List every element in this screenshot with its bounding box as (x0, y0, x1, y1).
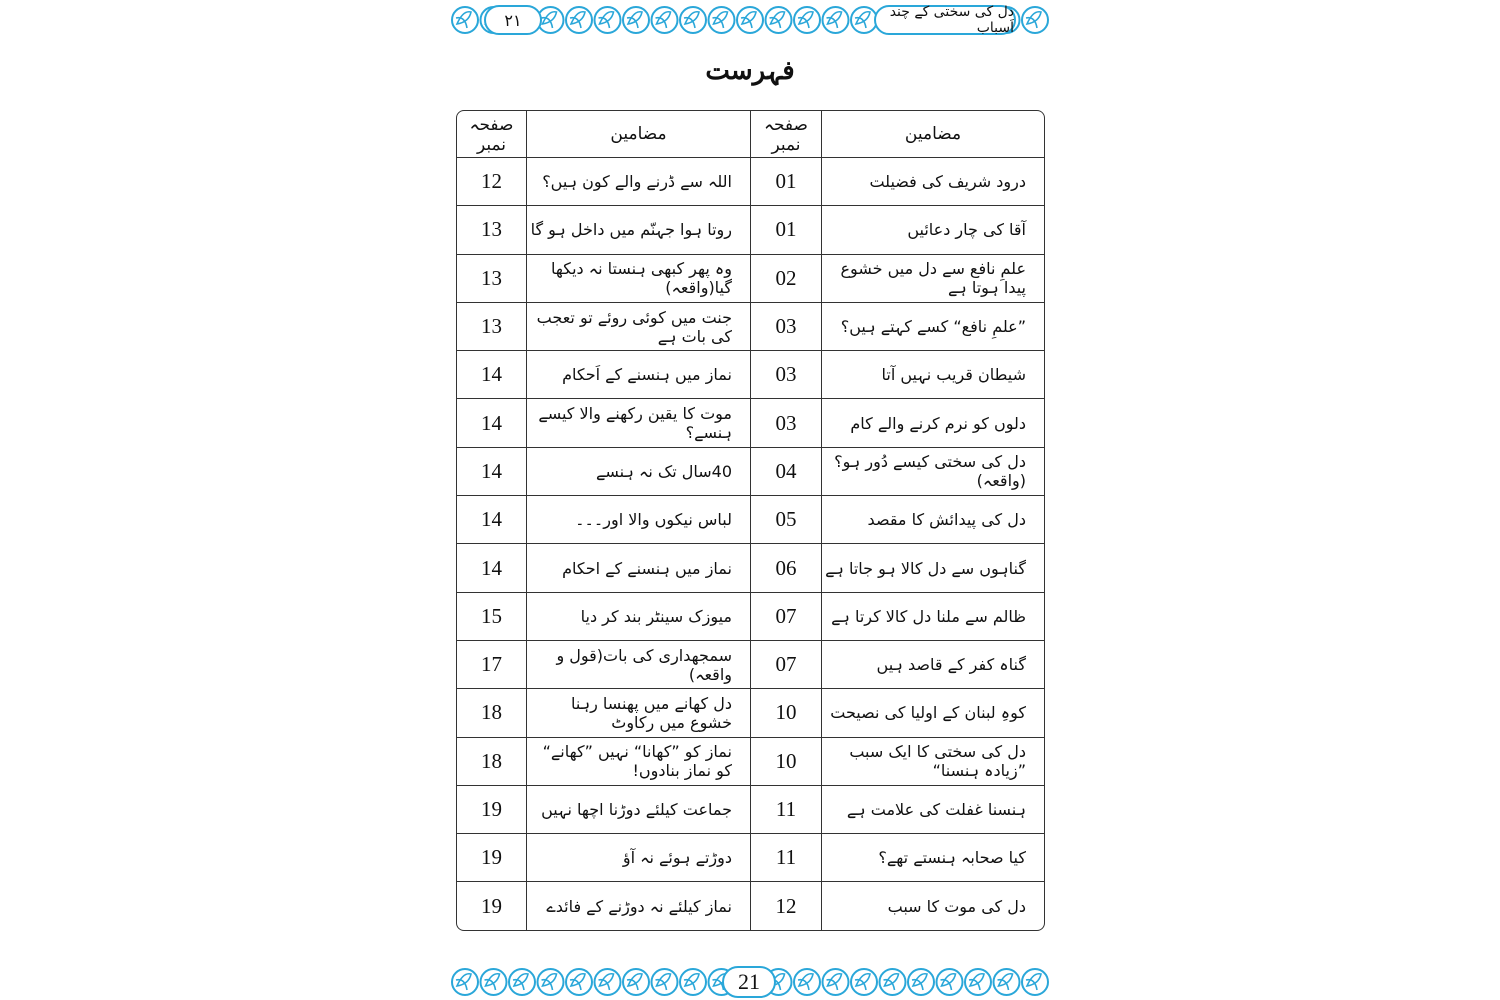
topic-cell[interactable]: لباس نیکوں والا اور۔۔۔ (527, 496, 751, 544)
page-cell[interactable]: 17 (456, 641, 527, 689)
page-cell[interactable]: 14 (456, 351, 527, 399)
leaf-circle-icon (452, 7, 478, 33)
page-cell[interactable]: 13 (456, 255, 527, 303)
topic-cell[interactable]: موت کا یقین رکھنے والا کیسے ہنسے؟ (527, 399, 751, 447)
topic-cell[interactable]: دلوں کو نرم کرنے والے کام (822, 399, 1045, 447)
chapter-title: دل کی سختی کے چند اَسباب (889, 4, 1014, 36)
leaf-circle-icon (823, 969, 849, 995)
page-cell[interactable]: 14 (456, 496, 527, 544)
topic-cell[interactable]: دل کی سختی کیسے دُور ہو؟(واقعہ) (822, 448, 1045, 496)
topic-cell[interactable]: اللہ سے ڈرنے والے کون ہیں؟ (527, 158, 751, 206)
leaf-circle-icon (680, 7, 706, 33)
page-cell[interactable]: 12 (456, 158, 527, 206)
footer-page-number: 21 (738, 969, 760, 994)
page-cell[interactable]: 03 (751, 303, 822, 351)
topic-cell[interactable]: درود شریف کی فضیلت (822, 158, 1045, 206)
header-page-number: ۲۱ (504, 10, 522, 30)
page-cell[interactable]: 07 (751, 593, 822, 641)
table-row (456, 448, 1045, 496)
topic-cell[interactable]: نماز میں ہنسنے کے اَحکام (527, 351, 751, 399)
page-cell[interactable]: 18 (456, 738, 527, 786)
topic-cell[interactable]: جماعت کیلئے دوڑنا اچھا نہیں (527, 786, 751, 834)
leaf-circle-icon (538, 969, 564, 995)
topic-cell[interactable]: ”علمِ نافع“ کسے کہتے ہیں؟ (822, 303, 1045, 351)
page-cell[interactable]: 05 (751, 496, 822, 544)
page-cell[interactable]: 12 (751, 882, 822, 930)
table-row (456, 834, 1045, 882)
leaf-circle-icon (823, 7, 849, 33)
leaf-circle-icon (994, 969, 1020, 995)
contents-table (456, 110, 1045, 931)
table-row (456, 255, 1045, 303)
leaf-circle-icon (965, 969, 991, 995)
leaf-circle-icon (652, 7, 678, 33)
page-cell[interactable]: 11 (751, 786, 822, 834)
page-cell[interactable]: 15 (456, 593, 527, 641)
table-row (456, 593, 1045, 641)
table-row (456, 641, 1045, 689)
leaf-circle-icon (851, 969, 877, 995)
topic-cell[interactable]: سمجھداری کی بات(قول و واقعہ) (527, 641, 751, 689)
leaf-circle-icon (623, 7, 649, 33)
topic-cell[interactable]: دل کی سختی کا ایک سبب ”زیادہ ہنسنا“ (822, 738, 1045, 786)
leaf-circle-icon (1022, 7, 1048, 33)
page-cell[interactable]: 03 (751, 351, 822, 399)
topic-cell[interactable]: دل کی پیدائش کا مقصد (822, 496, 1045, 544)
table-row (456, 351, 1045, 399)
leaf-circle-icon (794, 7, 820, 33)
topic-cell[interactable]: علمِ نافع سے دل میں خشوع پیدا ہوتا ہے (822, 255, 1045, 303)
topic-cell[interactable]: آقا کی چار دعائیں (822, 206, 1045, 254)
page-cell[interactable]: 03 (751, 399, 822, 447)
topic-cell[interactable]: ظالم سے ملنا دل کالا کرتا ہے (822, 593, 1045, 641)
topic-cell[interactable]: نماز میں ہنسنے کے احکام (527, 544, 751, 592)
topic-cell[interactable]: روتا ہوا جہنّم میں داخل ہو گا (527, 206, 751, 254)
topic-cell[interactable]: 40سال تک نہ ہنسے (527, 448, 751, 496)
topic-cell[interactable]: گناہ کفر کے قاصد ہیں (822, 641, 1045, 689)
table-row (456, 544, 1045, 592)
leaf-circle-icon (794, 969, 820, 995)
column-header-page: صفحہ نمبر (751, 110, 822, 158)
page-cell[interactable]: 01 (751, 206, 822, 254)
page-cell[interactable]: 04 (751, 448, 822, 496)
page-cell[interactable]: 14 (456, 448, 527, 496)
page-cell[interactable]: 14 (456, 544, 527, 592)
topic-cell[interactable]: ہنسنا غفلت کی علامت ہے (822, 786, 1045, 834)
leaf-circle-icon (766, 7, 792, 33)
topic-cell[interactable]: میوزک سینٹر بند کر دیا (527, 593, 751, 641)
leaf-circle-icon (908, 969, 934, 995)
table-row (456, 882, 1045, 930)
leaf-circle-icon (709, 7, 735, 33)
leaf-circle-icon (595, 969, 621, 995)
leaf-circle-icon (566, 7, 592, 33)
topic-cell[interactable]: گناہوں سے دل کالا ہو جاتا ہے (822, 544, 1045, 592)
leaf-circle-icon (623, 969, 649, 995)
page-cell[interactable]: 11 (751, 834, 822, 882)
leaf-circle-icon (737, 7, 763, 33)
page-cell[interactable]: 19 (456, 834, 527, 882)
page-cell[interactable]: 13 (456, 206, 527, 254)
topic-cell[interactable]: دوڑتے ہوئے نہ آؤ (527, 834, 751, 882)
table-row (456, 303, 1045, 351)
page-cell[interactable]: 18 (456, 689, 527, 737)
page-cell[interactable]: 06 (751, 544, 822, 592)
footer-ornament-band (450, 964, 1050, 1000)
column-header-page: صفحہ نمبر (456, 110, 527, 158)
page-cell[interactable]: 14 (456, 399, 527, 447)
column-header-topics: مضامین (527, 110, 751, 158)
leaf-circle-icon (680, 969, 706, 995)
topic-cell[interactable]: نماز کیلئے نہ دوڑنے کے فائدے (527, 882, 751, 930)
page-cell[interactable]: 10 (751, 689, 822, 737)
table-row (456, 689, 1045, 737)
table-row (456, 738, 1045, 786)
leaf-circle-icon (595, 7, 621, 33)
page-cell[interactable]: 07 (751, 641, 822, 689)
topic-cell[interactable]: کوہِ لبنان کے اولیا کی نصیحت (822, 689, 1045, 737)
leaf-circle-icon (452, 969, 478, 995)
page-title: فہرست (705, 56, 795, 86)
topic-cell[interactable]: دل کی موت کا سبب (822, 882, 1045, 930)
topic-cell[interactable]: دل کھانے میں پھنسا رہنا خشوع میں رکاوٹ (527, 689, 751, 737)
leaf-circle-icon (566, 969, 592, 995)
leaf-circle-icon (937, 969, 963, 995)
page-cell[interactable]: 02 (751, 255, 822, 303)
table-row (456, 496, 1045, 544)
topic-cell[interactable]: کیا صحابہ ہنستے تھے؟ (822, 834, 1045, 882)
table-row (456, 158, 1045, 206)
topic-cell[interactable]: نماز کو ”کھانا“ نہیں ”کھانے“ کو نماز بنادوں! (527, 738, 751, 786)
topic-cell[interactable]: شیطان قریب نہیں آتا (822, 351, 1045, 399)
table-row (456, 206, 1045, 254)
leaf-circle-icon (1022, 969, 1048, 995)
leaf-circle-icon (880, 969, 906, 995)
page-cell[interactable]: 19 (456, 786, 527, 834)
table-row (456, 786, 1045, 834)
table-header-row (456, 110, 1045, 158)
page-cell[interactable]: 10 (751, 738, 822, 786)
footer-page-pill (722, 966, 776, 998)
leaf-circle-icon (509, 969, 535, 995)
header-page-pill (484, 5, 542, 35)
page-cell[interactable]: 19 (456, 882, 527, 930)
topic-cell[interactable]: جنت میں کوئی روئے تو تعجب کی بات ہے (527, 303, 751, 351)
column-header-topics: مضامین (822, 110, 1045, 158)
page-cell[interactable]: 13 (456, 303, 527, 351)
table-row (456, 399, 1045, 447)
leaf-circle-icon (481, 969, 507, 995)
chapter-title-pill (874, 5, 1016, 35)
topic-cell[interactable]: وہ پھر کبھی ہنستا نہ دیکھا گیا(واقعہ) (527, 255, 751, 303)
page-cell[interactable]: 01 (751, 158, 822, 206)
leaf-circle-icon (652, 969, 678, 995)
header-ornament-band (450, 2, 1050, 38)
